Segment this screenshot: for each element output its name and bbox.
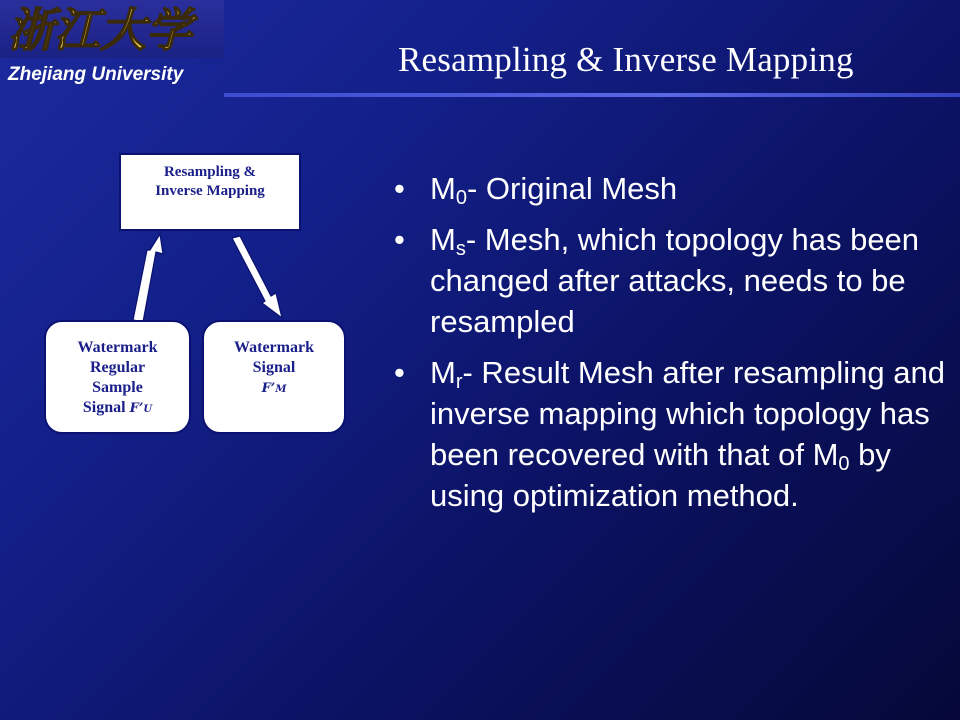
resampling-box-line1: Resampling &	[163, 164, 257, 180]
resampling-box-line2: Inverse Mapping	[155, 182, 265, 199]
bullet-subscript: 0	[455, 187, 467, 209]
watermark-regular-sample-box	[44, 320, 191, 434]
bullet-marker: •	[394, 355, 405, 390]
bullet-text: - Result Mesh after resampling and inverse mapping which topology has been recovered with that of M	[430, 355, 945, 472]
logo-calligraphy-text: 浙江大学	[8, 3, 192, 57]
right-box-line2: Signal	[252, 359, 296, 376]
right-box-symbol: F’	[261, 381, 276, 396]
bullet-symbol: M	[430, 171, 456, 206]
down-arrow-icon	[232, 236, 282, 318]
left-box-subscript: U	[143, 404, 153, 415]
bullet-text: - Original Mesh	[466, 171, 678, 206]
bullet-marker: •	[394, 222, 405, 257]
bullet-item	[394, 168, 954, 209]
left-box-line3: Sample	[92, 379, 143, 396]
bullet-item	[394, 352, 954, 516]
bullet-symbol: M	[430, 355, 456, 390]
left-box-symbol: F’	[129, 401, 144, 416]
right-box-line1: Watermark	[234, 339, 314, 356]
bullet-subscript: r	[455, 371, 463, 393]
left-box-line4	[46, 398, 189, 418]
bullet-item	[394, 219, 954, 342]
watermark-signal-box	[202, 320, 346, 434]
bullet-subscript: s	[455, 238, 466, 260]
right-box-line3	[204, 378, 344, 398]
bullet-text-continued: by using optimization method.	[430, 437, 891, 513]
up-arrow-icon	[133, 234, 163, 322]
resampling-box	[119, 153, 301, 231]
bullet-symbol: M	[430, 222, 456, 257]
left-box-signal-label: Signal	[82, 399, 130, 416]
slide-title: Resampling & Inverse Mapping	[398, 40, 854, 79]
bullet-list	[394, 168, 954, 526]
bullet-inline-subscript: 0	[838, 453, 850, 475]
left-box-line2: Regular	[89, 359, 146, 376]
left-box-line1: Watermark	[77, 339, 158, 356]
right-box-subscript: M	[275, 384, 287, 395]
bullet-text: - Mesh, which topology has been changed after attacks, needs to be resampled	[430, 222, 920, 339]
university-name: Zhejiang University	[8, 64, 184, 85]
bullet-marker: •	[394, 171, 405, 206]
